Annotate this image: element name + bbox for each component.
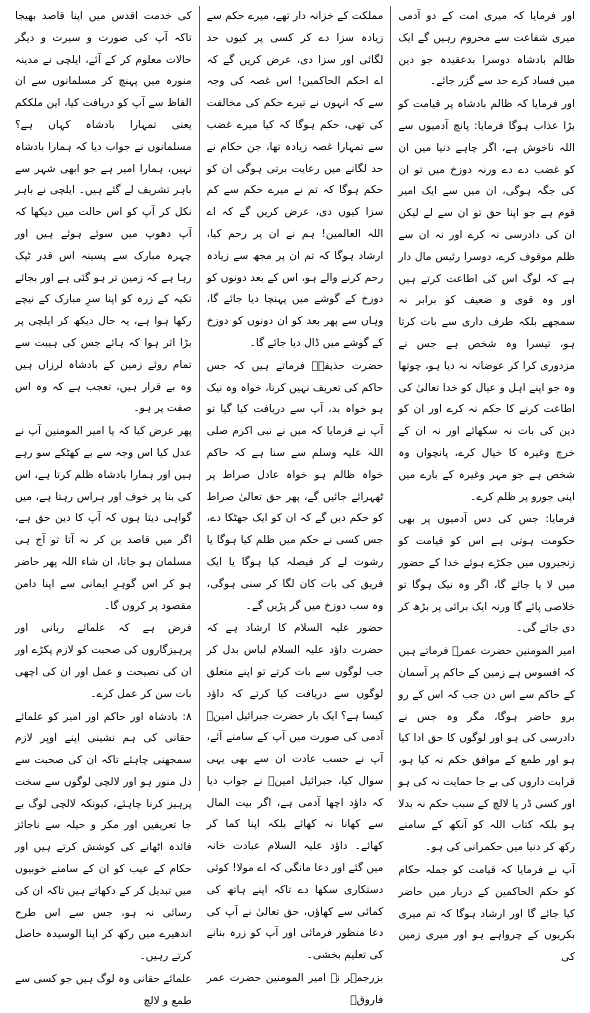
column-paragraph: اور فرمایا کہ ظالم بادشاہ پر قیامت کو بڑا عذاب ہوگا فرمایا: پانچ آدمیوں سے اللہ ناخوش ہے، اگر چاہے دنیا میں ان کو غضب دے دے ورنہ دوزخ میں تو ان کی جگہ ہوگی، ان میں سے ایک امیر قوم ہے جو اپنا حق تو ان سے لے لیکن ان کی دادرسی نہ کرے اور نہ ان سے ظلم موقوف کرے، دوسرا رئیس مال دار ہے کہ لوگ اس کی اطاعت کرتے ہیں اور وہ قوی و ضعیف کو برابر نہ سمجھے بلکہ طرف داری سے بات کرتا ہو، تیسرا وہ شخص ہے جس نے مزدوری کرا کر عوضانہ نہ دیا ہو، چوتھا وہ جو اپنے اہل و عیال کو خدا تعالیٰ کی اطاعت کرنے کا حکم نہ کرے اور ان کو دین کی بات نہ سکھائے اور نہ ان کے خرچ وغیرہ کا خیال کرے، پانچواں وہ شخص ہے جو مہر وغیرہ کے بارے میں اپنی جورو پر ظلم کرے۔ <box>398 98 575 503</box>
column-paragraph: فرمایا: جس کی دس آدمیوں پر بھی حکومت ہوتی ہے اس کو قیامت کو زنجیروں میں جکڑے ہوئے خدا کے حضور میں لا یا جائے گا، اگر وہ نیک ہوگا تو خلاصی پائے گا ورنہ ایک برائی پر بڑھ کر دی جائے گی۔ <box>398 513 575 635</box>
column-paragraph: علمائے حقانی وہ لوگ ہیں جو کسی سے طمع و لالچ <box>14 973 192 1007</box>
column-paragraph: حضور علیہ السلام کا ارشاد ہے کہ حضرت داؤد علیہ السلام لباس بدل کر جب لوگوں سے بات کرتے تو اپنے متعلق لوگوں سے دریافت کیا کرتے کہ داؤد کیسا ہے؟ ایک بار حضرت جبرائیل امینؑ آدمی کی صورت میں آپ کے سامنے آئے، آپ نے حسب عادت ان سے بھی یہی سوال کیا، جبرائیل امینؑ نے جواب دیا کہ داؤد اچھا آدمی ہے، اگر بیت المال سے کھانا نہ کھائے بلکہ اپنا کما کر کھائے۔ داؤد علیہ السلام عبادت خانہ میں گئے اور دعا مانگی کہ اے مولا! کوئی دستکاری سکھا دے تاکہ اپنے ہاتھ کی کمائی سے کھاؤں، حق تعالیٰ نے آپ کی دعا منظور فرمائی اور آپ کو زرہ بنانے کی تعلیم بخشی۔ <box>206 622 384 962</box>
text-column-middle <box>200 6 392 1006</box>
column-paragraph: فرض ہے کہ علمائے ربانی اور پرہیزگاروں کی صحبت کو لازم پکڑے اور ان کی نصیحت و عمل اور ان کی اچھی بات سن کر عمل کرے۔ <box>14 622 192 700</box>
column-paragraph: اور فرمایا کہ میری امت کے دو آدمی میری شفاعت سے محروم رہیں گے ایک ظالم بادشاہ دوسرا بدعقیدہ جو دین میں فساد کرے حد سے گزر جائے۔ <box>398 10 575 88</box>
column-paragraph: آپ نے فرمایا کہ قیامت کو جملہ حکام کو حکم الحاکمین کے دربار میں حاضر کیا جائے گا اور ارشاد ہوگا کہ تم میری بکریوں کے چرواہے ہو اور میری زمین کی <box>398 864 575 964</box>
text-column-left <box>8 6 200 1007</box>
column-paragraph: ۸: بادشاہ اور حاکم اور امیر کو علمائے حقانی کی ہم نشینی اپنے اوپر لازم سمجھنی چاہئے تاکہ ان کی صحبت سے دل منور ہو اور لالچی لوگوں سے سخت پرہیز کرنا چاہئے، کیونکہ لالچی لوگ بے جا تعریفیں اور مکر و حیلہ سے ناجائز فائدہ اٹھانے کی کوشش کرتے ہیں اور حکام کے عیب کو ان کے سامنے خوبیوں میں تبدیل کر کے دکھاتے ہیں تاکہ ان کی رسائی نہ ہو، جس سے اس طرح اندھیرے میں رکھ کر اپنا الوسیدہ حاصل کرتے رہیں۔ <box>14 710 192 963</box>
column-paragraph: پھر عرض کیا کہ یا امیر المومنین آپ نے عدل کیا اس وجہ سے بے کھٹکے سو رہے ہیں اور ہمارا بادشاہ ظلم کرتا ہے، اس کی بنا پر خوف اور ہراس رہتا ہے، میں گواہی دیتا ہوں کہ آپ کا دین حق ہے، اگر میں قاصد بن کر نہ آتا تو آج ہی مسلمان ہو جاتا، ان شاء اللہ پھر حاضر ہو کر اس گوہرِ ایمانی سے اپنا دامن مقصود پر کروں گا۔ <box>14 425 192 612</box>
column-paragraph: بزرجمہر نے امیر المومنین حضرت عمر فاروقؓ <box>206 972 384 1006</box>
text-column-right <box>391 6 582 964</box>
column-paragraph: کی خدمت اقدس میں اپنا قاصد بھیجا تاکہ آپ کی صورت و سیرت و دیگر حالات معلوم کر کے آئے، ایلچی نے مدینہ منورہ میں پہنچ کر مسلمانوں سے ان الفاظ سے آپ کو دریافت کیا، این ملککم یعنی تمہارا بادشاہ کہاں ہے؟ مسلمانوں نے جواب دیا کہ ہمارا بادشاہ نہیں، ہمارا امیر ہے جو ابھی شہر سے باہر تشریف لے گئے ہیں۔ ایلچی نے باہر نکل کر آپ کو اس حالت میں دیکھا کہ آپ دھوپ میں سوئے ہوئے ہیں اور چہرہ مبارک سے پسینہ اس قدر ٹپک رہا ہے کہ زمین تر ہو گئی ہے اور بجائے تکیہ کے زرہ کو اپنا سرِ مبارک کے نیچے رکھا ہوا ہے، یہ حال دیکھ کر ایلچی پر بڑا اثر ہوا کہ ہائے جس کی ہیبت سے تمام روئے زمین کے بادشاہ لرزاں ہیں وہ بے قرار ہیں، تعجب ہے کہ وہ اس صفت پر ہو۔ <box>14 10 192 415</box>
column-paragraph: امیر المومنین حضرت عمرؓ فرماتے ہیں کہ افسوس ہے زمین کے حاکم پر آسمان کے حاکم سے اس دن جب کہ اس کے رو برو حاضر ہوگا، مگر وہ جس نے دادرسی کی ہو اور لوگوں کا حق ادا کیا ہو اور طمع کے موافق حکم نہ کیا ہو، قرابت داروں کی بے جا حمایت نہ کی ہو اور کسی ڈر یا لالچ کے سبب حکم نہ بدلا ہو بلکہ کتاب اللہ کو آنکھ کے سامنے رکھ کر دنیا میں حکمرانی کی ہو۔ <box>398 645 575 854</box>
column-paragraph: مملکت کے خزانہ دار تھے، میرے حکم سے زیادہ سزا دے کر کسی پر کیوں حد لگائی اور سزا دی، عرض کریں گے کہ اے احکم الحاکمین! اس غصہ کی وجہ سے کہ انہوں نے تیرے حکم کی مخالفت کی تھی، حکم ہوگا کہ کیا میرے غضب سے تمہارا غصہ زیادہ تھا، جن حکام نے حد لگانے میں رعایت برتی ہوگی ان کو حکم ہوگا کہ تم نے میرے حکم سے کم سزا کیوں دی، عرض کریں گے کہ اے اللہ العالمین! ہم نے ان پر رحم کیا، ارشاد ہوگا کہ تم ان پر مجھ سے زیادہ رحم کرنے والے ہو، اس کے بعد دونوں کو دوزخ کے گوشے میں پہنچا دیا جائے گا، وہاں سے پھر بعد کو ان دونوں کو دوزخ کے گوشے میں ڈال دیا جائے گا۔ <box>206 10 384 349</box>
column-paragraph: حضرت حذیفہؓ فرماتے ہیں کہ جس حاکم کی تعریف نہیں کرنا، خواہ وہ نیک ہو خواہ بد، آپ سے دریافت کیا گیا تو آپ نے فرمایا کہ میں نے نبی اکرم صلی اللہ علیہ وسلم سے سنا ہے کہ حاکم خواہ ظالم ہو خواہ عادل صراط پر ٹھہرائے جائیں گے، پھر حق تعالیٰ صراط کو حکم دیں گے کہ ان کو ایک جھٹکا دے، جس کسی نے حکم میں ظلم کیا ہوگا یا رشوت لے کر فیصلہ کیا ہوگا یا ایک فریق کی بات کان لگا کر سنی ہوگی، وہ سب دوزخ میں گر پڑیں گے۔ <box>206 359 384 612</box>
